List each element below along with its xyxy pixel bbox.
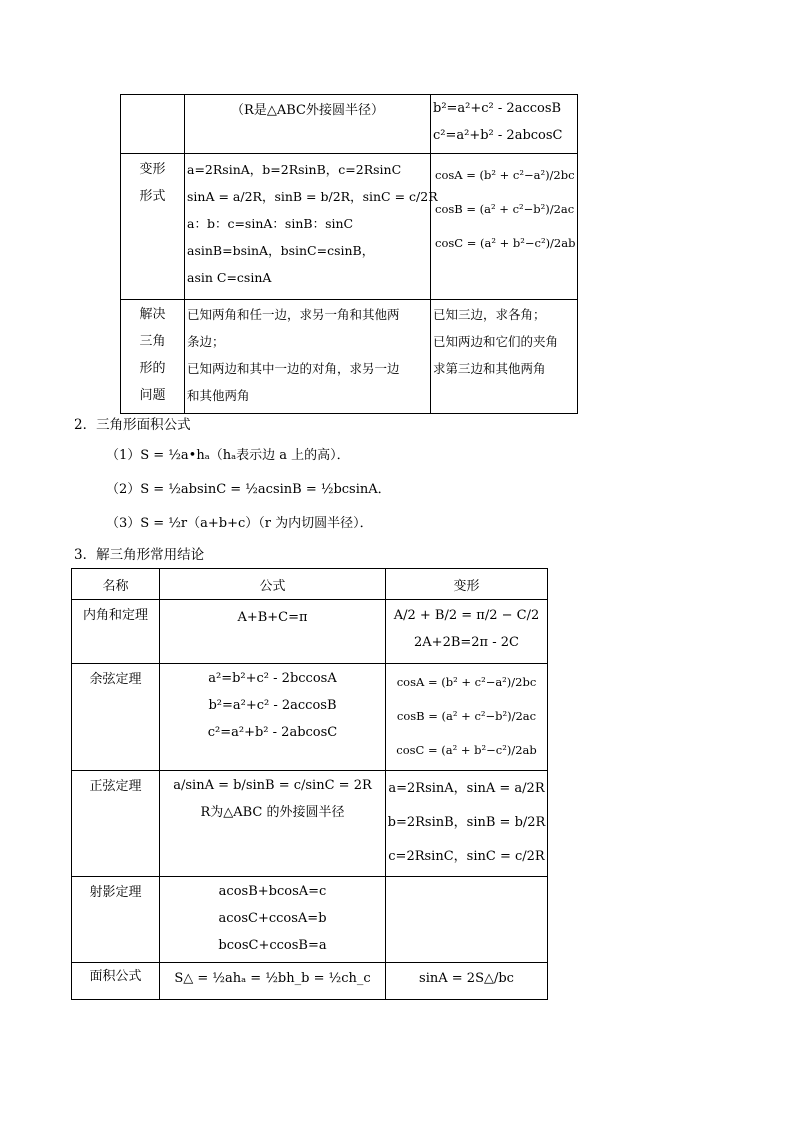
row-formula-angle-sum: A+B+C=π	[160, 600, 386, 664]
header-name: 名称	[72, 569, 160, 600]
table1-row2-mid: a=2RsinA，b=2RsinB，c=2RsinC sinA = a/2R，sinB = b/2R，sinC = c/2R a：b：c=sinA：sinB：sinC asinB=bsinA，bsinC=csinB， asin C=csinA	[185, 154, 431, 300]
row-formula-projection: acosB+bcosA=c acosC+ccosA=b bcosC+ccosB=a	[160, 877, 386, 963]
row-name-cosine-law: 余弦定理	[72, 664, 160, 771]
table1-row1-right: b²=a²+c² - 2accosB c²=a²+b² - 2abcosC	[431, 95, 578, 154]
header-formula: 公式	[160, 569, 386, 600]
table1-row2-label: 变形 形式	[121, 154, 185, 300]
theorem-table	[120, 94, 578, 414]
row-variant-area: sinA = 2S△/bc	[386, 963, 548, 1000]
section3-title: 3．解三角形常用结论	[74, 547, 205, 563]
row-name-angle-sum: 内角和定理	[72, 600, 160, 664]
table1-row3-label: 解决 三角 形的 问题	[121, 300, 185, 414]
row-name-sine-law: 正弦定理	[72, 771, 160, 877]
area-formula-3: （3）S = ½r（a+b+c）（r 为内切圆半径）．	[106, 516, 373, 531]
row-formula-cosine-law: a²=b²+c² - 2bccosA b²=a²+c² - 2accosB c²=a²+b² - 2abcosC	[160, 664, 386, 771]
row-name-projection: 射影定理	[72, 877, 160, 963]
table1-row2-right: cosA = (b² + c²−a²)/2bc cosB = (a² + c²−b²)/2ac cosC = (a² + b²−c²)/2ab	[431, 154, 578, 300]
row-variant-cosine-law: cosA = (b² + c²−a²)/2bc cosB = (a² + c²−b²)/2ac cosC = (a² + b²−c²)/2ab	[386, 664, 548, 771]
table1-row3-right: 已知三边，求各角； 已知两边和它们的夹角 求第三边和其他两角	[431, 300, 578, 414]
header-variant: 变形	[386, 569, 548, 600]
section2-title: 2．三角形面积公式	[74, 417, 191, 433]
row-variant-sine-law: a=2RsinA，sinA = a/2R b=2RsinB，sinB = b/2R c=2RsinC，sinC = c/2R	[386, 771, 548, 877]
table1-row1-mid: （R是△ABC外接圆半径）	[185, 95, 431, 154]
row-variant-angle-sum: A/2 + B/2 = π/2 − C/2 2A+2B=2π - 2C	[386, 600, 548, 664]
area-formula-1: （1）S = ½a•hₐ（hₐ表示边 a 上的高）．	[106, 448, 350, 463]
row-variant-projection	[386, 877, 548, 963]
table1-row1-label	[121, 95, 185, 154]
row-formula-sine-law: a/sinA = b/sinB = c/sinC = 2R R为△ABC 的外接圆半径	[160, 771, 386, 877]
conclusions-table	[71, 568, 548, 1000]
area-formula-2: （2）S = ½absinC = ½acsinB = ½bcsinA．	[106, 482, 391, 497]
table1-row3-mid: 已知两角和任一边，求另一角和其他两 条边； 已知两边和其中一边的对角，求另一边 和其他两角	[185, 300, 431, 414]
row-formula-area: S△ = ½ahₐ = ½bh_b = ½ch_c	[160, 963, 386, 1000]
row-name-area: 面积公式	[72, 963, 160, 1000]
